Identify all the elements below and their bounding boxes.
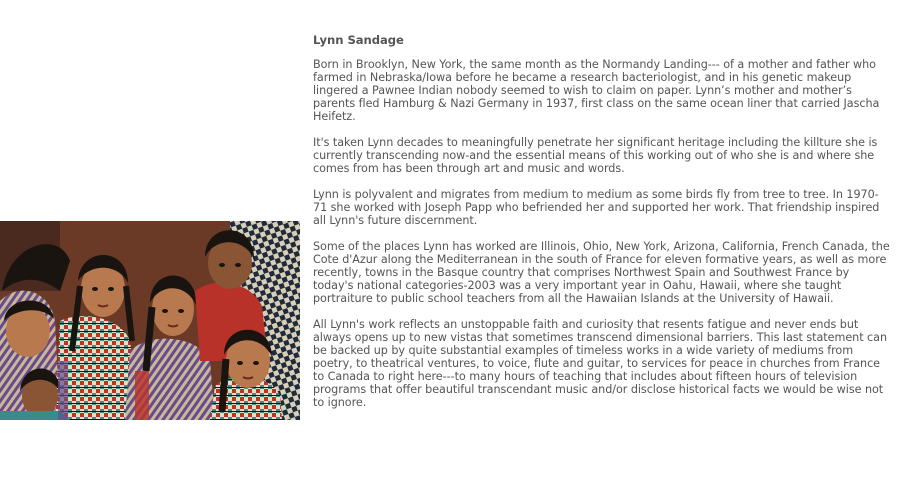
painting-of-guatemalan-women-image — [0, 221, 300, 420]
biography-section — [313, 32, 891, 422]
bio-paragraph-3: Lynn is polyvalent and migrates from medium to medium as some birds fly from tree to tree. In 1970-71 she worked with Joseph Papp who befriended her and supported her work. That friendship inspired all Lynn's future discernment. — [313, 188, 880, 227]
bio-paragraph-1: Born in Brooklyn, New York, the same month as the Normandy Landing--- of a mother and father who farmed in Nebraska/Iowa before he became a research bacteriologist, and in his genetic makeup lingered a Pawnee Indian nobody seemed to wish to claim on paper. Lynn’s mother and mother’s parents fled Hamburg & Nazi Germany in 1937, first class on the same ocean liner that carried Jascha Heifetz. — [313, 58, 880, 123]
bio-paragraph-2: It's taken Lynn decades to meaningfully penetrate her significant heritage including the killture she is currently transcending now-and the essential means of this working out of who she is and where she comes from has been through art and music and words. — [313, 136, 878, 175]
bio-paragraph-5: All Lynn's work reflects an unstoppable faith and curiosity that resents fatigue and never ends but always opens up to new vistas that sometimes transcend dimensional barriers. This last statement can be backed up by quite substantial examples of timeless works in a wide variety of mediums from poetry, to theatrical ventures, to voice, flute and guitar, to services for peace in churches from France to Canada to right here---to many hours of teaching that includes about fifteen hours of television programs that offer beautiful transcendant music and/or disclose historical facts we would be wise not to ignore. — [313, 318, 887, 409]
bio-title: Lynn Sandage — [313, 33, 404, 47]
bio-paragraph-4: Some of the places Lynn has worked are Illinois, Ohio, New York, Arizona, California, French Canada, the Cote d'Azur along the Mediterranean in the south of France for eleven formative years, as well as more recently, towns in the Basque country that comprises Northwest Spain and Southwest France by today's national categories-2003 was a very important year in Oahu, Hawaii, where she taught portraiture to public school teachers from all the Hawaiian Islands at the University of Hawaii. — [313, 240, 890, 305]
painting-image — [0, 221, 300, 420]
